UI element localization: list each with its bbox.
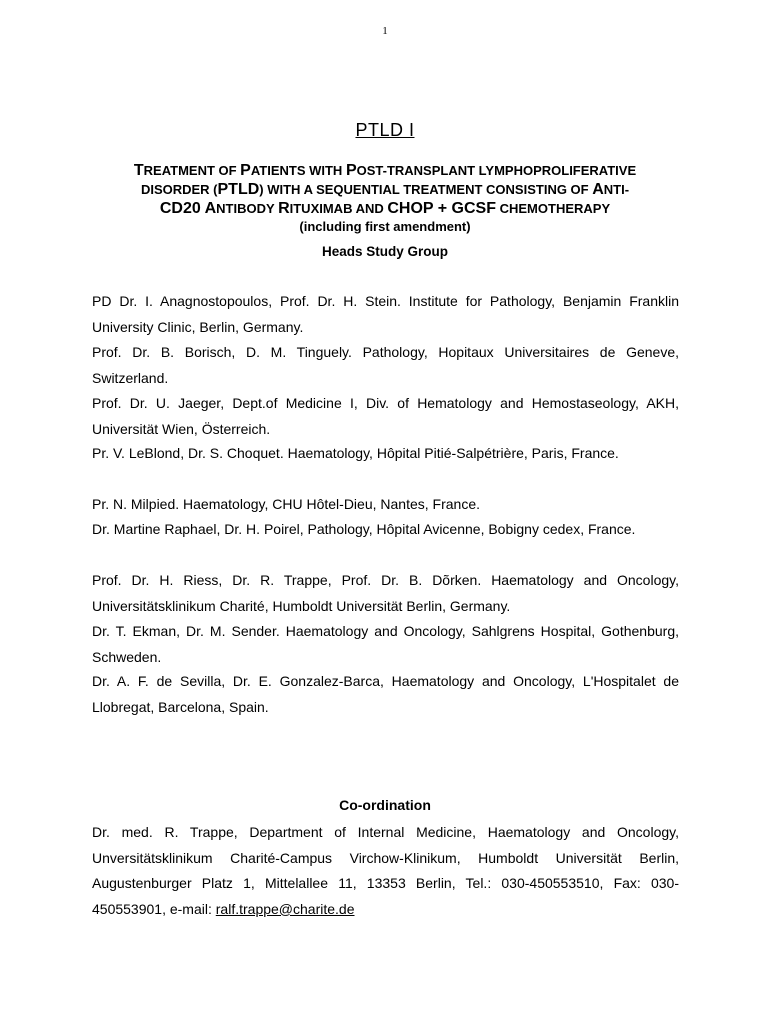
heading-line1-segment-4: P <box>345 162 357 179</box>
author-4: Pr. V. LeBlond, Dr. S. Choquet. Haematology, Hôpital Pitié-Salpétrière, Paris, France. <box>92 445 619 461</box>
heading-line3-segment-0: CD20 A <box>159 200 217 217</box>
author-1: PD Dr. I. Anagnostopoulos, Prof. Dr. H. Stein. Institute for Pathology, Benjamin Franklin University Clinic, Berlin, Germany. <box>92 293 679 335</box>
heading-line3-segment-3: ITUXIMAB AND <box>289 201 388 216</box>
heading-line2-segment-4: NTI- <box>603 182 630 197</box>
heading-line-1 <box>90 161 680 180</box>
heading-line-3 <box>90 199 680 218</box>
author-7: Prof. Dr. H. Riess, Dr. R. Trappe, Prof. Dr. B. Dõrken. Haematology and Oncology, Universitätsklinikum Charité, Humboldt Universität Berlin, Germany. <box>92 572 679 614</box>
author-9: Dr. A. F. de Sevilla, Dr. E. Gonzalez-Barca, Haematology and Oncology, L'Hospitalet de Llobregat, Barcelona, Spain. <box>92 673 679 715</box>
heading-line2-segment-0: DISORDER ( <box>140 182 218 197</box>
heading-line1-segment-1: REATMENT OF <box>143 163 241 178</box>
coordination-heading: Co-ordination <box>339 797 431 813</box>
author-8: Dr. T. Ekman, Dr. M. Sender. Haematology and Oncology, Sahlgrens Hospital, Gothenburg, Schweden. <box>92 623 679 665</box>
heading-line1-segment-2: P <box>240 162 251 179</box>
heading-line2-segment-1: PTLD <box>217 181 260 198</box>
heading-line3-segment-2: R <box>278 200 290 217</box>
heading-line2-segment-2: ) WITH A SEQUENTIAL TREATMENT CONSISTING OF <box>259 182 593 197</box>
study-group-heading: Heads Study Group <box>321 244 448 259</box>
heading-line3-segment-4: CHOP + GCSF <box>387 200 496 217</box>
amendment-note: (including first amendment) <box>299 219 471 234</box>
author-3: Prof. Dr. U. Jaeger, Dept.of Medicine I, Div. of Hematology and Hemostaseology, AKH, Universität Wien, Österreich. <box>92 395 679 437</box>
author-2: Prof. Dr. B. Borisch, D. M. Tinguely. Pathology, Hopitaux Universitaires de Geneve, Switzerland. <box>92 344 679 386</box>
email-link[interactable]: ralf.trappe@charite.de <box>215 900 355 917</box>
coordination-line-2: Unversitätsklinikum Charité-Campus Virchow-Klinikum, Humboldt Universität Berlin, <box>92 849 679 866</box>
study-heading <box>90 161 680 218</box>
heading-line-2 <box>90 180 680 199</box>
heading-line1-segment-5: OST-TRANSPLANT LYMPHOPROLIFERATIVE <box>356 163 637 178</box>
coordination-line-1: Dr. med. R. Trappe, Department of Internal Medicine, Haematology and Oncology, <box>92 824 679 840</box>
coordination-line-4 <box>92 897 679 923</box>
coordination-line-3: Augustenburger Platz 1, Mittelallee 11, 13353 Berlin, Tel.: 030-450553510, Fax: 030- <box>92 875 679 892</box>
author-5: Pr. N. Milpied. Haematology, CHU Hôtel-Dieu, Nantes, France. <box>92 496 480 512</box>
heading-line1-segment-0: T <box>133 162 144 179</box>
document-title: PTLD I <box>355 120 415 140</box>
author-6: Dr. Martine Raphael, Dr. H. Poirel, Pathology, Hôpital Avicenne, Bobigny cedex, France. <box>92 521 636 537</box>
coordination-text <box>92 820 679 922</box>
heading-line1-segment-3: ATIENTS WITH <box>250 163 346 178</box>
heading-line2-segment-3: A <box>592 181 604 198</box>
heading-line3-segment-5: CHEMOTHERAPY <box>496 201 611 216</box>
heading-line3-segment-1: NTIBODY <box>216 201 279 216</box>
email-label: 450553901, e-mail: <box>92 900 216 917</box>
page-number: 1 <box>382 25 388 37</box>
